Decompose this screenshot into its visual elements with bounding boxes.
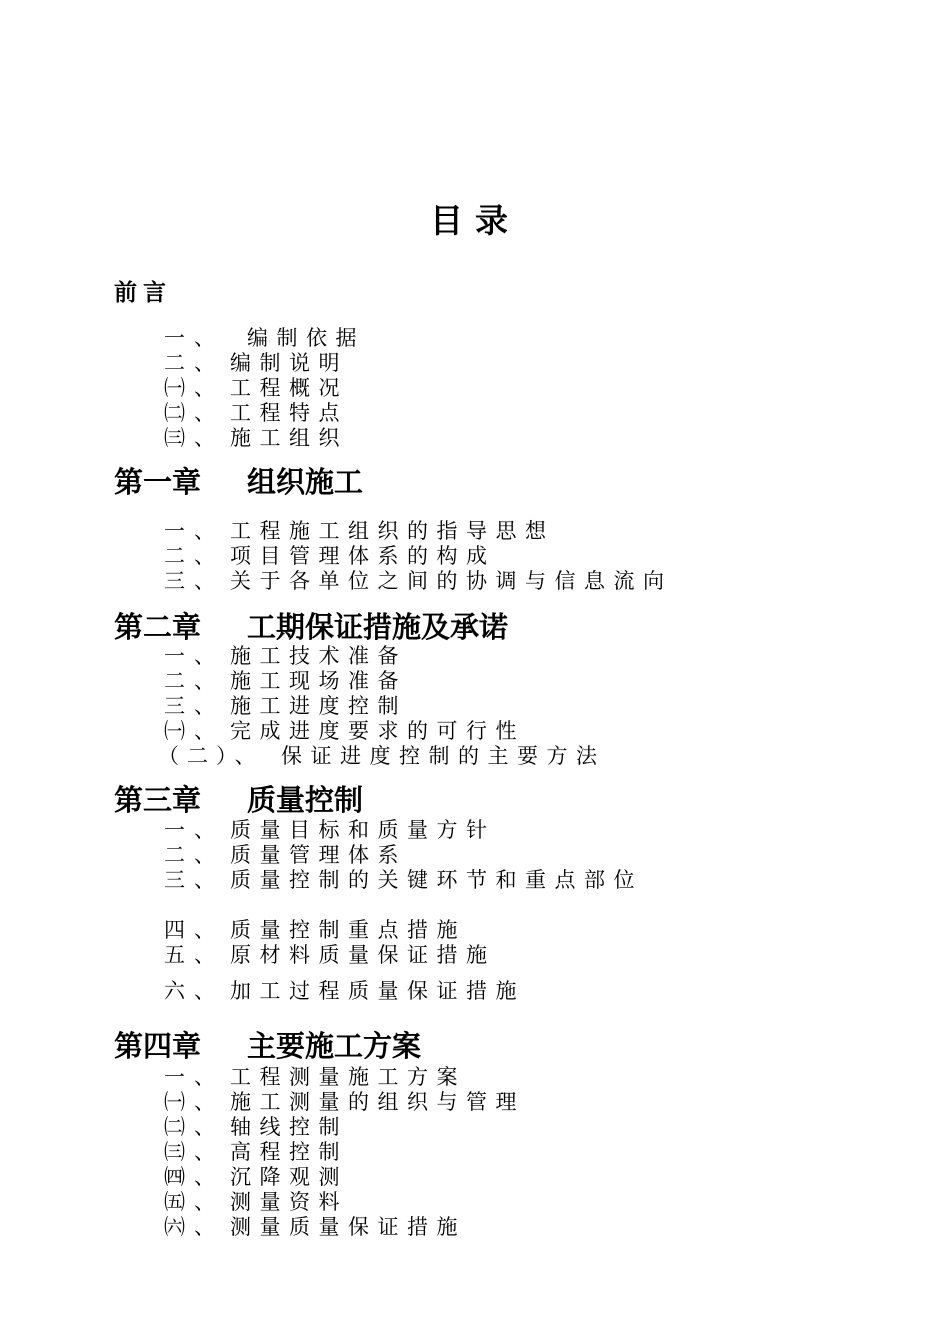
toc-item-number: ㈥、	[164, 1215, 224, 1239]
toc-item[interactable]	[164, 1165, 348, 1190]
chapter-number: 第一章	[114, 465, 202, 499]
toc-item-text: 工程概况	[230, 376, 348, 400]
toc-item-text: 工程测量施工方案	[230, 1065, 466, 1089]
toc-item-number: ㈡、	[164, 1115, 224, 1139]
toc-item-number: 二、	[164, 544, 224, 568]
toc-item[interactable]	[164, 1065, 466, 1090]
toc-item[interactable]	[164, 519, 555, 544]
toc-item-text: 沉降观测	[230, 1165, 348, 1189]
toc-item-text: 工程施工组织的指导思想	[230, 519, 555, 543]
toc-item-number: 四、	[164, 918, 224, 942]
toc-item-text: 测量资料	[230, 1190, 348, 1214]
toc-item[interactable]	[164, 426, 348, 451]
chapter-number: 第四章	[114, 1029, 202, 1063]
toc-item-number: 六、	[164, 979, 224, 1003]
toc-item-text: 工程特点	[230, 401, 348, 425]
toc-item[interactable]	[158, 744, 606, 769]
toc-item[interactable]	[164, 818, 496, 843]
toc-item[interactable]	[164, 943, 496, 968]
toc-item-number: 三、	[164, 694, 224, 718]
toc-item-number: ㈠、	[164, 719, 224, 743]
toc-item-text: 施工组织	[230, 426, 348, 450]
chapter-title: 组织施工	[247, 465, 364, 499]
toc-item-text: 施工现场准备	[230, 669, 407, 693]
toc-item[interactable]	[164, 1140, 348, 1165]
chapter-heading	[114, 460, 363, 501]
toc-item-text: 项目管理体系的构成	[230, 544, 496, 568]
chapter-heading	[114, 605, 508, 646]
toc-item-number: 三、	[164, 868, 224, 892]
toc-item-number: ㈣、	[164, 1165, 224, 1189]
toc-item[interactable]	[164, 326, 365, 351]
toc-item-text: 关于各单位之间的协调与信息流向	[230, 569, 673, 593]
toc-item-number: 一、	[164, 326, 224, 350]
toc-item-number: ㈢、	[164, 1140, 224, 1164]
toc-item[interactable]	[164, 569, 673, 594]
toc-item-text: 质量目标和质量方针	[230, 818, 496, 842]
toc-item[interactable]	[164, 1090, 525, 1115]
toc-item-text: 保证进度控制的主要方法	[281, 744, 606, 768]
toc-item-number: ㈡、	[164, 401, 224, 425]
toc-item[interactable]	[164, 1190, 348, 1215]
toc-item-text: 施工测量的组织与管理	[230, 1090, 525, 1114]
toc-item[interactable]	[164, 544, 496, 569]
toc-item[interactable]	[164, 401, 348, 426]
toc-item[interactable]	[164, 644, 407, 669]
toc-item[interactable]	[164, 1115, 348, 1140]
chapter-title: 主要施工方案	[247, 1029, 422, 1063]
toc-item[interactable]	[164, 843, 407, 868]
toc-item[interactable]	[164, 694, 407, 719]
toc-item-text: 质量控制的关键环节和重点部位	[230, 868, 643, 892]
chapter-number: 第二章	[114, 610, 202, 644]
toc-item[interactable]	[164, 1215, 466, 1240]
toc-item-text: 轴线控制	[230, 1115, 348, 1139]
toc-item-number: ㈠、	[164, 1090, 224, 1114]
section-heading-preface: 前言	[114, 280, 172, 306]
toc-item-text: 施工进度控制	[230, 694, 407, 718]
chapter-title: 工期保证措施及承诺	[247, 610, 509, 644]
toc-item-text: 完成进度要求的可行性	[230, 719, 525, 743]
toc-item[interactable]	[164, 669, 407, 694]
toc-item-number: 二、	[164, 351, 224, 375]
toc-item-text: 编制说明	[230, 351, 348, 375]
toc-item-number: 三、	[164, 569, 224, 593]
toc-item[interactable]	[164, 868, 643, 893]
chapter-heading	[114, 778, 363, 819]
toc-item-number: ㈢、	[164, 426, 224, 450]
toc-item[interactable]	[164, 719, 525, 744]
toc-item-text: 加工过程质量保证措施	[230, 979, 525, 1003]
toc-item[interactable]	[164, 979, 525, 1004]
toc-item-text: 质量控制重点措施	[230, 918, 466, 942]
toc-item-number: 二、	[164, 843, 224, 867]
toc-item-number: ㈠、	[164, 376, 224, 400]
chapter-title: 质量控制	[247, 783, 364, 817]
chapter-number: 第三章	[114, 783, 202, 817]
toc-item-text: 质量管理体系	[230, 843, 407, 867]
toc-item-text: 原材料质量保证措施	[230, 943, 496, 967]
toc-item-number: 一、	[164, 818, 224, 842]
toc-item-text: 编制依据	[247, 326, 365, 350]
toc-item-number: 一、	[164, 644, 224, 668]
toc-item[interactable]	[164, 351, 348, 376]
toc-item-text: 测量质量保证措施	[230, 1215, 466, 1239]
toc-item-number: 五、	[164, 943, 224, 967]
toc-item-number: 二、	[164, 669, 224, 693]
toc-item[interactable]	[164, 918, 466, 943]
toc-item[interactable]	[164, 376, 348, 401]
toc-item-text: 高程控制	[230, 1140, 348, 1164]
page-title: 目录	[430, 201, 520, 240]
toc-item-number: 一、	[164, 519, 224, 543]
toc-item-number: 一、	[164, 1065, 224, 1089]
chapter-heading	[114, 1024, 421, 1065]
toc-item-number: ㈤、	[164, 1190, 224, 1214]
toc-item-number: （二）、	[158, 744, 264, 768]
toc-item-text: 施工技术准备	[230, 644, 407, 668]
